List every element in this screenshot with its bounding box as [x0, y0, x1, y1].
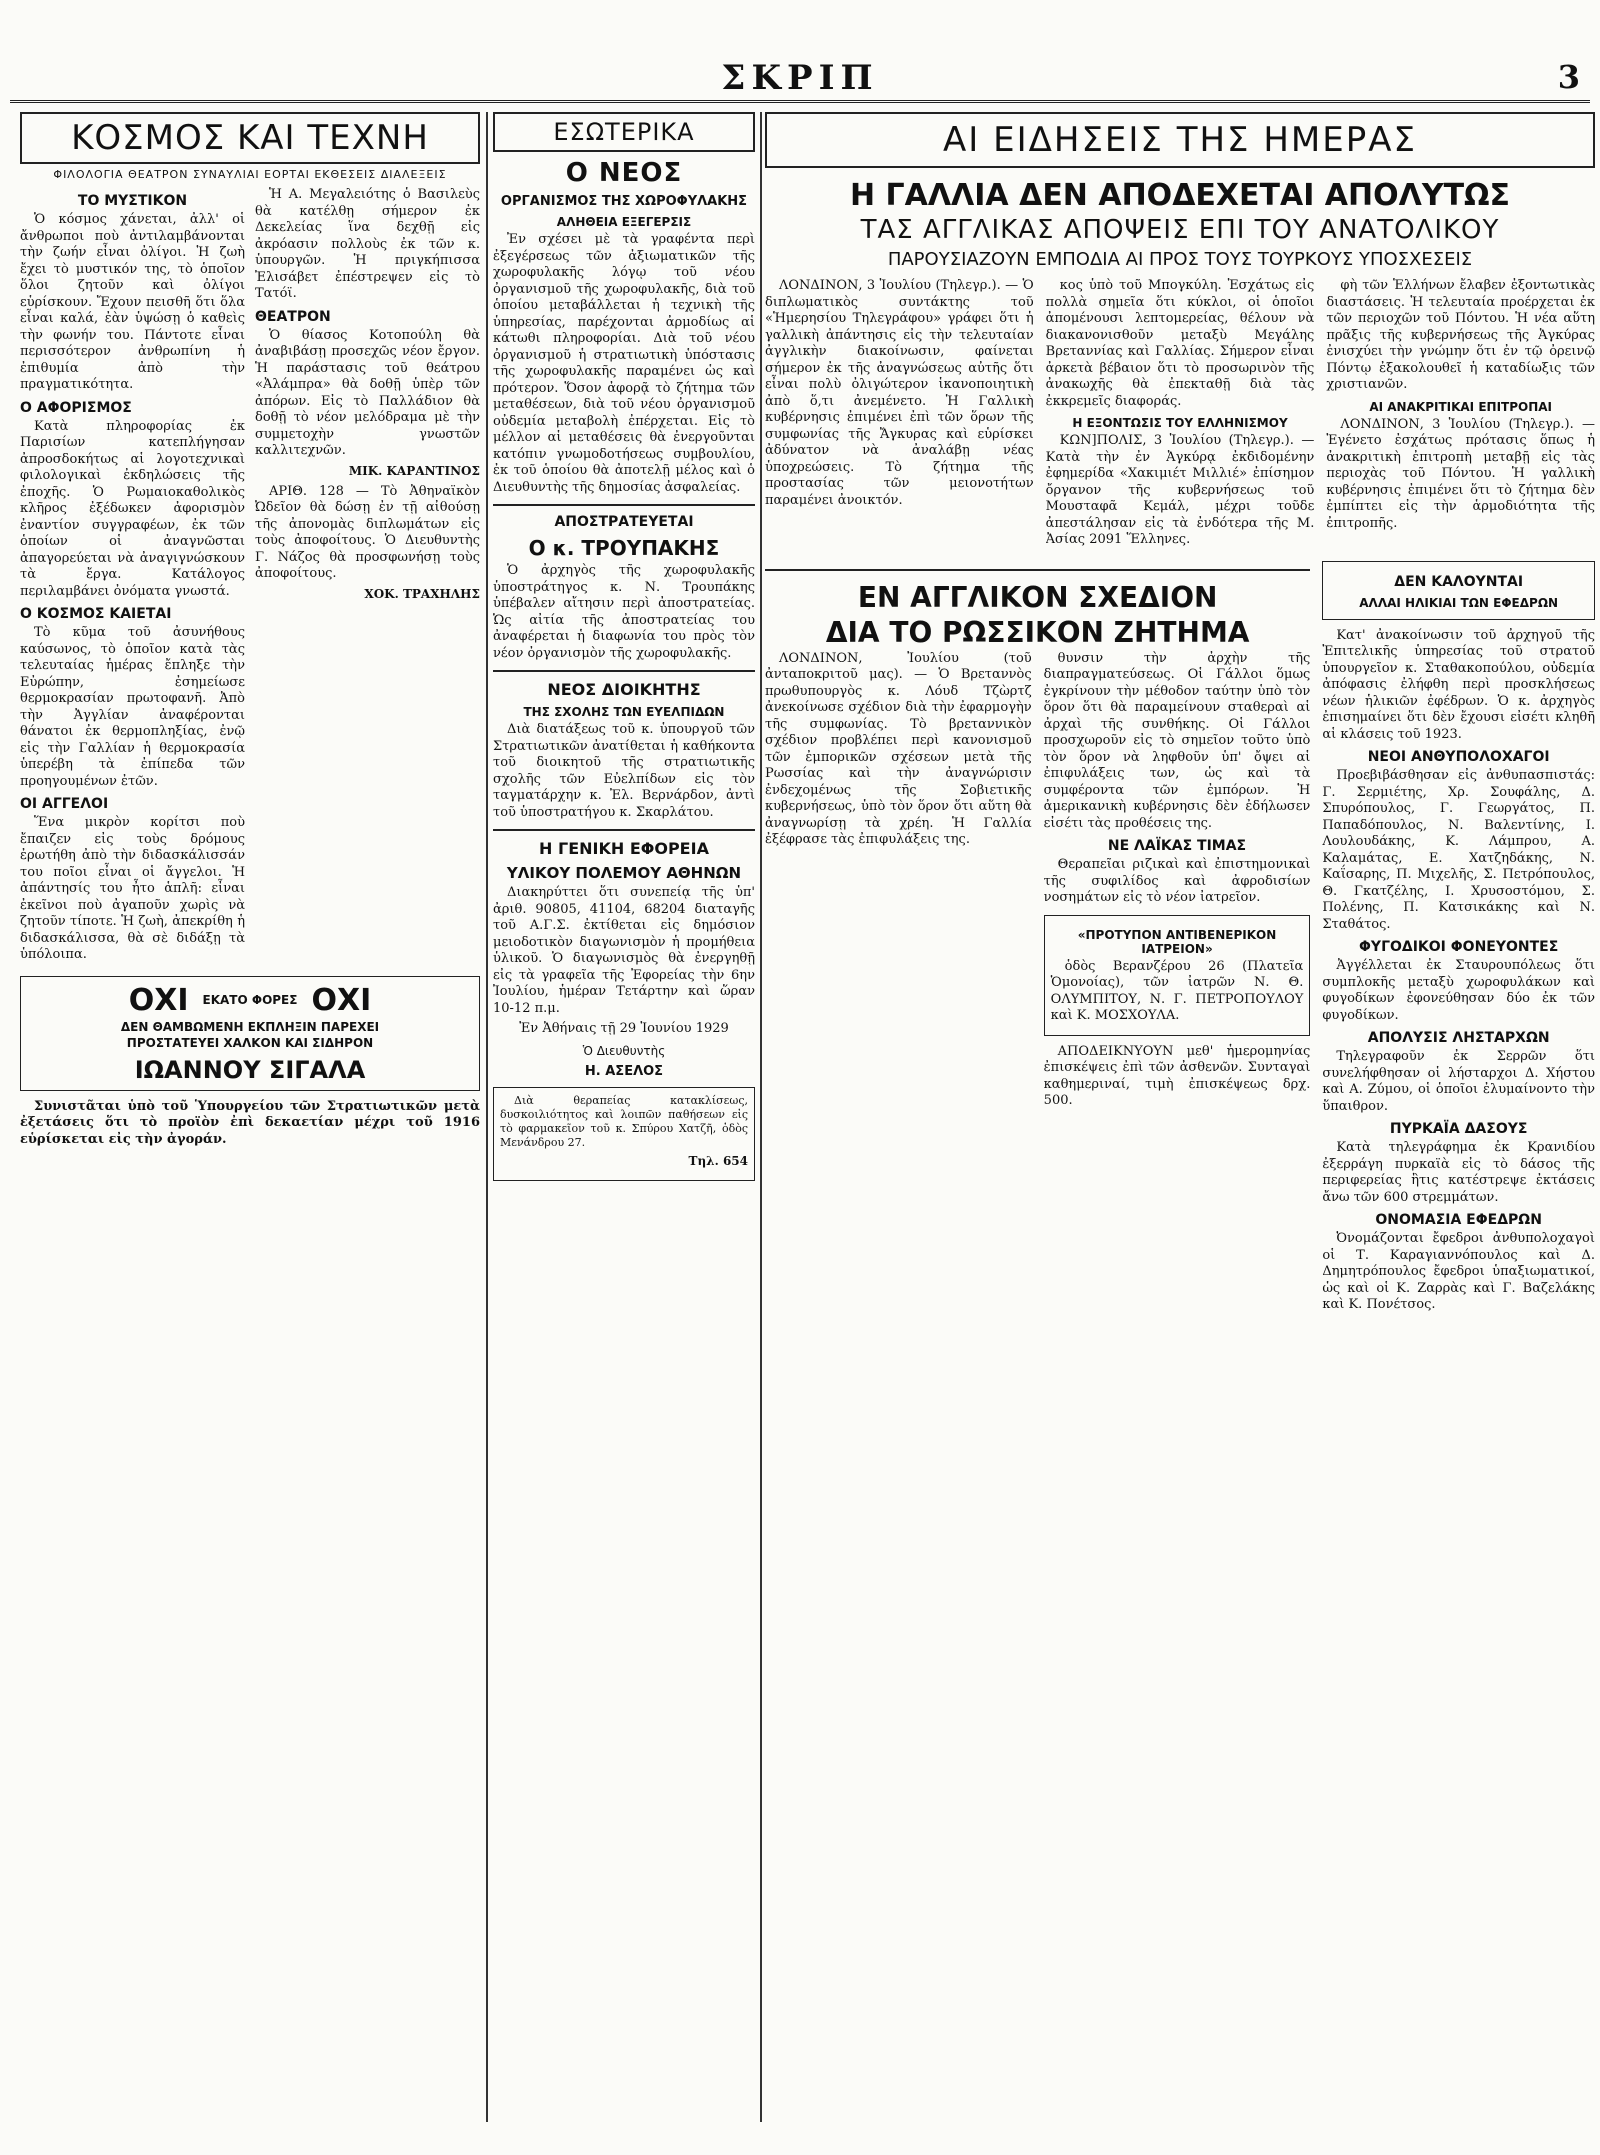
headline-secondary: ΤΑΣ ΑΓΓΛΙΚΑΣ ΑΠΟΨΕΙΣ ΕΠΙ ΤΟΥ ΑΝΑΤΟΛΙΚΟΥ	[860, 215, 1500, 245]
article-text: Ὁ ἀρχηγὸς τῆς χωροφυλακῆς ὑποστράτηγος κ. Ν. Τρουπάκης ὑπέβαλεν αἴτησιν περὶ ἀποστρατείας. Ὡς αἰτία τῆς ἀποστρατείας του ἀναφέρεται ἡ διαφωνία του πρὸς τὸν νέον ὀργανισμὸν τῆς χωροφυλακῆς.	[493, 563, 755, 661]
article-text: Θεραπεῖαι ριζικαὶ καὶ ἐπιστημονικαὶ τῆς συφιλίδος καὶ ἀφροδισίων νοσημάτων εἰς τὸ νέον ἰατρεῖον.	[1043, 857, 1311, 905]
section-rubric: ΚΟΣΜΟΣ ΚΑΙ ΤΕΧΝΗ	[20, 112, 480, 164]
box-title: «ΠΡΟΤΥΠΟΝ ΑΝΤΙΒΕΝΕΡΙΚΟΝ ΙΑΤΡΕΙΟΝ»	[1077, 927, 1277, 956]
column-divider	[486, 112, 488, 2122]
article-title: ΝΕ ΛΑΪΚΑΣ ΤΙΜΑΣ	[1107, 838, 1247, 854]
ad-big-word: ΟΧΙ	[128, 982, 189, 1018]
ad-line: ΕΚΑΤΟ ΦΟΡΕΣ	[202, 993, 298, 1007]
article-signature: ΜΙΚ. ΚΑΡΑΝΤΙΝΟΣ	[348, 463, 480, 478]
article-text: Διακηρύττει ὅτι συνεπείᾳ τῆς ὑπ' ἀριθ. 90805, 41104, 68204 διαταγῆς τοῦ Α.Γ.Σ. ἐκτίθεται εἰς δημόσιον μειοδοτικὸν διαγωνισμὸν ἡ προμήθεια ὑλικοῦ. Ὁ διαγωνισμὸς θὰ ἐνεργηθῇ εἰς τὰ γραφεῖα τῆς Ἐφορείας τὴν 6ην Ἰουλίου, ἡμέραν Τετάρτην καὶ ὥραν 10-12 π.μ.	[493, 885, 755, 1016]
article-text: Τηλεγραφοῦν ἐκ Σερρῶν ὅτι συνελήφθησαν οἱ λήσταρχοι Δ. Χήστου καὶ Α. Ζύμου, οἱ ὁποῖοι ἐλυμαίνοντο τὴν ὕπαιθρον.	[1322, 1049, 1595, 1114]
article-text: φὴ τῶν Ἑλλήνων ἔλαβεν ἐξοντωτικὰς διαστάσεις. Ἡ τελευταία προέρχεται ἐκ τῶν περιοχῶν τοῦ Πόντου. Ἡ νέα αὕτη πρᾶξις τῆς κυβερνήσεως τῆς Ἀγκύρας ἐνισχύει τὴν γνώμην ὅτι ἐν τῷ ὀρεινῷ Πόντῳ ἐξακολουθεῖ ἡ καταδίωξις τῶν χριστιανῶν.	[1326, 278, 1595, 392]
article-signature: ΧΟΚ. ΤΡΑΧΗΛΗΣ	[364, 586, 480, 601]
article-title: Ο ΚΟΣΜΟΣ ΚΑΙΕΤΑΙ	[20, 606, 172, 622]
article-title: Η ΕΞΟΝΤΩΣΙΣ ΤΟΥ ΕΛΛΗΝΙΣΜΟΥ	[1072, 416, 1288, 430]
article-signature: Ὁ Διευθυντὴς	[582, 1043, 666, 1058]
article-subtitle: ΑΛΗΘΕΙΑ ΕΞΕΓΕΡΣΙΣ	[556, 215, 692, 229]
article-text: Ἐν σχέσει μὲ τὰ γραφέντα περὶ ἐξεγέρσεως τῶν ἀξιωματικῶν τῆς χωροφυλακῆς λόγῳ τοῦ νέου ὀργανισμοῦ τῆς χωροφυλακῆς, διὰ τοῦ ὁποίου μεταβάλλεται ἡ τεχνικὴ τῆς ὑπηρεσίας, παρέχονται ἀρμοδίως αἱ κάτωθι πληροφορίαι. Διὰ τοῦ νέου ὀργανισμοῦ ἡ στρατιωτικὴ ὑπόστασις τῆς χωροφυλακῆς παραμένει ὡς καὶ πρότερον. Ὅσον ἀφορᾷ τὸ ζήτημα τῶν μεταθέσεων, διὰ τοῦ νέου ὀργανισμοῦ οὐδεμία μεταβολὴ ἐπέρχεται. Εἰς τὸ μέλλον αἱ μεταθέσεις θὰ ἐνεργοῦνται κατόπιν γνωμοδοτήσεως συμβουλίου, ἐκ τοῦ ὁποίου θὰ ἀποτελῇ μέλος καὶ ὁ Διευθυντὴς τῆς δημοσίας ἀσφαλείας.	[493, 232, 755, 495]
column-domestic	[493, 112, 755, 2122]
column-culture	[20, 112, 480, 2122]
article-text: ΚΩΝ]ΠΟΛΙΣ, 3 Ἰουλίου (Τηλεγρ.). — Κατὰ τὴν ἐν Ἀγκύρᾳ ἐκδιδομένην ἐφημερίδα «Χακιμιέτ Μιλλιέ» ἐπίσημον ὄργανον τῆς κυβερνήσεως τοῦ Μουσταφᾶ Κεμάλ, μέχρι τοῦδε ἀπεστάλησαν εἰς τὰ ἐνδότερα τῆς Μ. Ἀσίας 2091 Ἕλληνες.	[1045, 433, 1315, 547]
article-title: ΠΥΡΚΑΪΑ ΔΑΣΟΥΣ	[1389, 1121, 1528, 1137]
article-title: ΑΠΟΣΤΡΑΤΕΥΕΤΑΙ	[554, 514, 694, 530]
article-text: ΑΠΟΔΕΙΚΝΥΟΥΝ μεθ' ἡμερομηνίας ἐπισκέψεις ἐπὶ τῶν ἀσθενῶν. Συνταγαὶ καθημεριναί, τιμὴ ἐπισκέψεως δρχ. 500.	[1043, 1043, 1311, 1108]
article-title: Ο ΝΕΟΣ	[565, 158, 683, 188]
article-text: Ὀνομάζονται ἔφεδροι ἀνθυπολοχαγοὶ οἱ Τ. Καραγιαννόπουλος καὶ Δ. Δημητρόπουλος ἔφεδροι ὑπαξιωματικοί, ὡς καὶ οἱ Κ. Ζαρρὰς καὶ Γ. Βαζελάκης καὶ Κ. Πονέτσος.	[1322, 1231, 1595, 1312]
article-text: Ἕνα μικρὸν κορίτσι ποὺ ἔπαιζεν εἰς τοὺς δρόμους ἐρωτήθη ἀπὸ τὴν διδασκάλισσάν του ποῖοι εἶναι οἱ ἄγγελοι. Ἡ ἀπάντησίς του ἦτο ἁπλῆ: εἶναι ἐκεῖνοι ποὺ ἀγαποῦν χωρὶς νὰ ζητοῦν τίποτε. Ἡ ζωὴ, ἀπεκρίθη ἡ διδασκάλισσα, θὰ σὲ διδάξῃ τὰ ὑπόλοιπα.	[20, 815, 245, 962]
article-title: Ο ΑΦΟΡΙΣΜΟΣ	[20, 399, 132, 416]
lower-news	[765, 561, 1595, 1318]
box-text: ὁδὸς Βερανζέρου 26 (Πλατεῖα Ὁμονοίας), τῶν ἰατρῶν Ν. Θ. ΟΛΥΜΠΙΤΟΥ, Ν. Γ. ΠΕΤΡΟΠΟΥΛΟΥ καὶ Κ. ΜΟΣΧΟΥΛΑ.	[1050, 958, 1304, 1023]
column-news	[765, 112, 1595, 2122]
advertisement	[20, 976, 480, 1091]
article-title: ΟΙ ΑΓΓΕΛΟΙ	[20, 796, 109, 812]
headline: ΕΝ ΑΓΓΛΙΚΟΝ ΣΧΕΔΙΟΝ	[857, 580, 1218, 614]
article-text: ΑΡΙΘ. 128 — Τὸ Ἀθηναϊκὸν Ὠδεῖον θὰ δώσῃ ἐν τῇ αἰθούσῃ τῆς ἀπονομὰς διπλωμάτων εἰς τοὺς ἀποφοίτους. Ὁ Διευθυντὴς Γ. Νάζος θὰ προσφωνήσῃ τοὺς ἀποφοίτους.	[255, 483, 480, 581]
section-banner: ΑΙ ΕΙΔΗΣΕΙΣ ΤΗΣ ΗΜΕΡΑΣ	[765, 112, 1595, 168]
article-title: ΥΛΙΚΟΥ ΠΟΛΕΜΟΥ ΑΘΗΝΩΝ	[506, 864, 742, 882]
ad-text: Διὰ θεραπείας κατακλίσεως, δυσκοιλιότητος καὶ λοιπῶν παθήσεων εἰς τὸ φαρμακεῖον τοῦ κ. Σπύρου Χατζῆ, ὁδὸς Μενάνδρου 27.	[500, 1093, 748, 1149]
article-title: ΝΕΟΣ ΔΙΟΙΚΗΤΗΣ	[547, 680, 701, 699]
divider	[493, 504, 755, 506]
masthead-rule	[10, 100, 1590, 103]
article-text: Ὁ θίασος Κοτοπούλη θὰ ἀναβιβάσῃ προσεχῶς νέον ἔργον. Ἡ παράστασις τοῦ θεάτρου «Ἀλάμπρα» θὰ δοθῇ ὑπὲρ τῶν ἀπόρων. Εἰς τὸ Παλλάδιον θὰ δοθῇ τὸ νέον μελόδραμα μὲ τὴν συμμετοχὴν γνωστῶν καλλιτεχνῶν.	[255, 327, 480, 458]
article-date: Ἐν Ἀθήναις τῇ 29 Ἰουνίου 1929	[519, 1021, 729, 1036]
article-title: ΟΡΓΑΝΙΣΜΟΣ ΤΗΣ ΧΩΡΟΦΥΛΑΚΗΣ	[500, 194, 748, 209]
divider	[765, 569, 1310, 571]
article-text: Κατ' ἀνακοίνωσιν τοῦ ἀρχηγοῦ τῆς Ἐπιτελικῆς ὑπηρεσίας τοῦ στρατοῦ ὑπουργεῖον κ. Σταθακοπούλου, οὐδεμία ἀπόφασις ἐλήφθη περὶ προσκλήσεως νέων ἡλικιῶν ἐφέδρων. Ὁ κ. ἀρχηγὸς ἐπισημαίνει ὅτι δὲν ἔχουσι εἰσέτι κληθῆ αἱ κλάσεις τοῦ 1923.	[1322, 627, 1595, 742]
headline-tertiary: ΠΑΡΟΥΣΙΑΖΟΥΝ ΕΜΠΟΔΙΑ ΑΙ ΠΡΟΣ ΤΟΥΣ ΤΟΥΡΚΟΥΣ ΥΠΟΣΧΕΣΕΙΣ	[887, 249, 1473, 270]
article-text: θυνσιν τὴν ἀρχὴν τῆς διαπραγματεύσεως. Οἱ Γάλλοι ὅμως ἐγκρίνουν τὴν μέθοδον ταύτην ὑπὸ τὸν ὅρον ὅτι θὰ παραμείνουν σταθεραὶ αἱ ἀρχαὶ τῆς συνθήκης. Οἱ Γάλλοι προσχωροῦν εἰς τὸ σημεῖον τοῦτο ὑπὸ τὸν ὅρον νὰ ληφθοῦν ὑπ' ὄψει αἱ ἐπιφυλάξεις των, ὡς καὶ τὰ συμφέροντα τῶν ἐμπόρων. Ἡ ἀμερικανικὴ κυβέρνησις δὲν ἐδήλωσεν εἰσέτι τὰς προθέσεις της.	[1043, 650, 1311, 831]
ad-line: ΠΡΟΣΤΑΤΕΥΕΙ ΧΑΛΚΟΝ ΚΑΙ ΣΙΔΗΡΟΝ	[126, 1035, 374, 1050]
article-title: ΑΙ ΑΝΑΚΡΙΤΙΚΑΙ ΕΠΙΤΡΟΠΑΙ	[1369, 399, 1553, 414]
article-text: Τὸ κῦμα τοῦ ἀσυνήθους καύσωνος, τὸ ὁποῖον κατὰ τὰς τελευταίας ἡμέρας ἔπληξε τὴν Εὐρώπην, ἐσημείωσε θερμοκρασίαν πρωτοφανῆ. Ἀπὸ τὴν Ἀγγλίαν ἀναφέρονται θάνατοι ἐκ θερμοπληξίας, ἐνῷ εἰς τὴν Γαλλίαν ἡ θερμοκρασία ὑπερέβη τὰ ἐπίπεδα τῶν προηγουμένων ἐτῶν.	[20, 625, 245, 789]
article-title: Η ΓΕΝΙΚΗ ΕΦΟΡΕΙΑ	[539, 839, 709, 858]
article-title: ΔΕΝ ΚΑΛΟΥΝΤΑΙ	[1394, 573, 1524, 590]
article-text: Ἡ Α. Μεγαλειότης ὁ Βασιλεὺς θὰ κατέλθῃ σήμερον ἐκ Δεκελείας ἵνα δεχθῇ εἰς ἀκρόασιν πολλοὺς ἐκ τῶν κ. ὑπουργῶν. Ἡ πριγκήπισσα Ἐλισάβετ ἐπέστρεψεν εἰς τὸ Τατόϊ.	[255, 187, 480, 301]
headline: Η ΓΑΛΛΙΑ ΔΕΝ ΑΠΟΔΕΧΕΤΑΙ ΑΠΟΛΥΤΩΣ	[849, 178, 1511, 213]
headline: ΔΙΑ ΤΟ ΡΩΣΣΙΚΟΝ ΖΗΤΗΜΑ	[825, 615, 1250, 649]
article-text: Ὁ κόσμος χάνεται, ἀλλ' οἱ ἄνθρωποι ποὺ ἀντιλαμβάνονται τὴν ζωήν εἶναι ὀλίγοι. Ἡ ζωὴ ἔχει τὸ μυστικόν της, τὸ ὁποῖον ὅλοι ζητοῦν καὶ ὀλίγοι εὑρίσκουν. Ἔχουν πεισθῆ ὅτι ὅλα εἶναι καλά, ἐὰν ὑψώσῃ ὁ καθεὶς τὴν φωνήν του. Πάντοτε εἶναι περισσότερον ἀνθρωπίνη ἡ ἐπιθυμία ἀπὸ τὴν πραγματικότητα.	[20, 212, 245, 392]
section-subhead: ΦΙΛΟΛΟΓΙΑ ΘΕΑΤΡΟΝ ΣΥΝΑΥΛΙΑΙ ΕΟΡΤΑΙ ΕΚΘΕΣΕΙΣ ΔΙΑΛΕΞΕΙΣ	[53, 168, 447, 181]
article-title: ΘΕΑΤΡΟΝ	[255, 308, 331, 325]
article-text: ΛΟΝΔΙΝΟΝ, 3 Ἰουλίου (Τηλεγρ.). — Ὁ διπλωματικὸς συντάκτης τοῦ «Ἡμερησίου Τηλεγράφου» γράφει ὅτι ἡ γαλλικὴ ἀπάντησις εἰς τὴν τελευταίαν ἀγγλικὴν διακοίνωσιν, φαίνεται σήμερον ἐκ τῆς ἀναγνώσεως αὐτῆς ὅτι εἶναι πολὺ ὀλιγώτερον ἱκανοποιητικὴ ἀπὸ ὅ,τι ἀνεμένετο. Ἡ Γαλλικὴ κυβέρνησις ἐπιμένει ἐπὶ τῶν ὅρων τῆς συμφωνίας τῆς Ἄγκυρας καὶ εὑρίσκει ἀδύνατον νὰ ἀναλάβῃ νέας ὑποχρεώσεις. Τὸ ζήτημα τῆς προστασίας τῶν μειονοτήτων παραμένει ἀνοικτόν.	[765, 278, 1034, 508]
article-text: Διὰ διατάξεως τοῦ κ. ὑπουργοῦ τῶν Στρατιωτικῶν ἀνατίθεται ἡ καθήκοντα τοῦ διοικητοῦ τῆς στρατιωτικῆς σχολῆς τῶν Εὐελπίδων εἰς τὸν ταγματάρχην κ. Ἐλ. Βερνάρδον, ἀντὶ τοῦ ὑποστρατήγου κ. Σκαρλάτου.	[493, 722, 755, 820]
section-rubric: ΕΣΩΤΕΡΙΚΑ	[493, 112, 755, 152]
advertisement	[493, 1087, 755, 1181]
article-title: ΤΗΣ ΣΧΟΛΗΣ ΤΩΝ ΕΥΕΛΠΙΔΩΝ	[523, 705, 725, 719]
article-title: ΟΝΟΜΑΣΙΑ ΕΦΕΔΡΩΝ	[1375, 1212, 1542, 1228]
ad-line: ΔΕΝ ΘΑΜΒΩΜΕΝΗ ΕΚΠΛΗΞΙΝ ΠΑΡΕΧΕΙ	[120, 1019, 380, 1034]
article-title: ΦΥΓΟΔΙΚΟΙ ΦΟΝΕΥΟΝΤΕΣ	[1359, 939, 1559, 955]
ad-phone: Τηλ. 654	[688, 1153, 748, 1168]
divider	[493, 829, 755, 831]
ad-brand-name: ΙΩΑΝΝΟΥ ΣΙΓΑΛΑ	[134, 1055, 366, 1084]
article-text: ΛΟΝΔΙΝΟΝ, Ἰουλίου (τοῦ ἀνταποκριτοῦ μας). — Ὁ Βρεταννὸς πρωθυπουργὸς κ. Λόυδ Τζὼρτζ ἀνεκοίνωσε σχέδιον διὰ τὴν ἐφαρμογὴν τῆς συμφωνίας. Τὸ βρεταννικὸν σχέδιον προβλέπει περὶ κανονισμοῦ τῶν ἐμπορικῶν σχέσεων μετὰ τῆς Ρωσσίας καὶ τὴν ἀναγνώρισιν ἐνδεχομένως τῆς Σοβιετικῆς κυβερνήσεως, ὑπὸ τὸν ὅρον ὅτι αὕτη θὰ ἀναγνωρίσῃ τὰ χρέη. Ἡ Γαλλία ἐξέφρασε τὰς ἐπιφυλάξεις της.	[765, 650, 1032, 847]
article-title: ΝΕΟΙ ΑΝΘΥΠΟΛΟΧΑΓΟΙ	[1367, 749, 1550, 765]
article-title: ΑΛΛΑΙ ΗΛΙΚΙΑΙ ΤΩΝ ΕΦΕΔΡΩΝ	[1359, 595, 1559, 610]
article-text: ΛΟΝΔΙΝΟΝ, 3 Ἰουλίου (Τηλεγρ.). — Ἐγένετο ἐσχάτως πρότασις ὅπως ἡ ἀνακριτικὴ ἐπιτροπὴ μεταβῇ εἰς τὰς περιοχὰς τοῦ Πόντου. Ἡ γαλλικὴ κυβέρνησις ἐπιμένει ὅτι τὸ ζήτημα δὲν ἐμπίπτει εἰς τὴν ἁρμοδιότητα τῆς ἐπιτροπῆς.	[1326, 416, 1595, 531]
divider	[493, 670, 755, 672]
article-text: Κατὰ πληροφορίας ἐκ Παρισίων κατεπλήγησαν ἀπροσδοκήτως αἱ λογοτεχνικαὶ φιλολογικαὶ ἐκδηλώσεις τῆς ἐποχῆς. Ὁ Ρωμαιοκαθολικὸς κλῆρος ἐξέδωκεν ἀφορισμὸν ἐναντίον συγγραφέων, ἐκ τῶν ὁποίων οἱ ἀναγνῶσται ἀπαγορεύεται νὰ ἀναγιγνώσκουν τὰ ἔργα. Κατάλογος περιλαμβάνει ὀνόματα γνωστά.	[20, 418, 245, 599]
newspaper-title: ΣΚΡΙΠ	[721, 58, 879, 98]
masthead	[0, 0, 1600, 110]
article-text: κος ὑπὸ τοῦ Μπογκύλη. Ἐσχάτως εἰς πολλὰ σημεῖα ὅτι κύκλοι, οἱ ὁποῖοι ἀπομένουσι λεπτομερείας, θέλουν νὰ διακανονισθοῦν μεταξὺ Μεγάλης Βρεταννίας καὶ Γαλλίας. Σήμερον εἶναι ἀρκετὰ βέβαιον ὅτι τὸ προσωρινὸν τῆς ἀνακωχῆς θὰ ἐπεκταθῇ διὰ τὰς ἐκκρεμεῖς διαφοράς.	[1045, 278, 1315, 409]
article-title: Ο κ. ΤΡΟΥΠΑΚΗΣ	[528, 536, 720, 560]
article-text: Προεβιβάσθησαν εἰς ἀνθυπασπιστάς: Γ. Σερμιέτης, Χρ. Σουφάλης, Δ. Σπυρόπουλος, Γ. Γεωργάτος, Π. Παπαδόπουλος, Ν. Βαλεντίνης, Ι. Λουλουδάκης, Κ. Λάμπρου, Α. Καλαμάτας, Ε. Χατζηδάκης, Ν. Καΐσαρης, Π. Μιχελῆς, Σ. Πετρόπουλος, Θ. Γκατζέλης, Ι. Χρυσοστόμου, Σ. Πολένης, Π. Κατσικάκης καὶ Ν. Σταθάτος.	[1322, 768, 1595, 932]
article-title: ΑΠΟΛΥΣΙΣ ΛΗΣΤΑΡΧΩΝ	[1367, 1030, 1550, 1046]
article-text: Κατὰ τηλεγράφημα ἐκ Κρανιδίου ἐξερράγη πυρκαϊὰ εἰς τὸ δάσος τῆς περιφερείας ἣτις κατέστρεψε ἐκτάσεις ἄνω τῶν 600 στρεμμάτων.	[1322, 1140, 1595, 1205]
article-signature: Η. ΑΣΕΛΟΣ	[584, 1063, 664, 1079]
ad-big-word: ΟΧΙ	[311, 982, 372, 1018]
notice-text: Συνιστᾶται ὑπὸ τοῦ Ὑπουργείου τῶν Στρατιωτικῶν μετὰ ἐξετάσεις ὅτι τὸ προϊὸν ἐπὶ δεκαετίαν μέχρι τοῦ 1916 εὑρίσκεται εἰς τὴν ἀγοράν.	[20, 1098, 480, 1147]
news-columns	[765, 278, 1595, 553]
article-title: ΤΟ ΜΥΣΤΙΚΟΝ	[77, 193, 188, 209]
column-divider	[760, 112, 762, 2122]
article-text: Ἀγγέλλεται ἐκ Σταυρουπόλεως ὅτι συμπλοκῆς μεταξὺ χωροφυλάκων καὶ φυγοδίκων ἐφονεύθησαν δύο ἐκ τῶν φυγοδίκων.	[1322, 958, 1595, 1023]
page-number: 3	[1557, 58, 1580, 96]
